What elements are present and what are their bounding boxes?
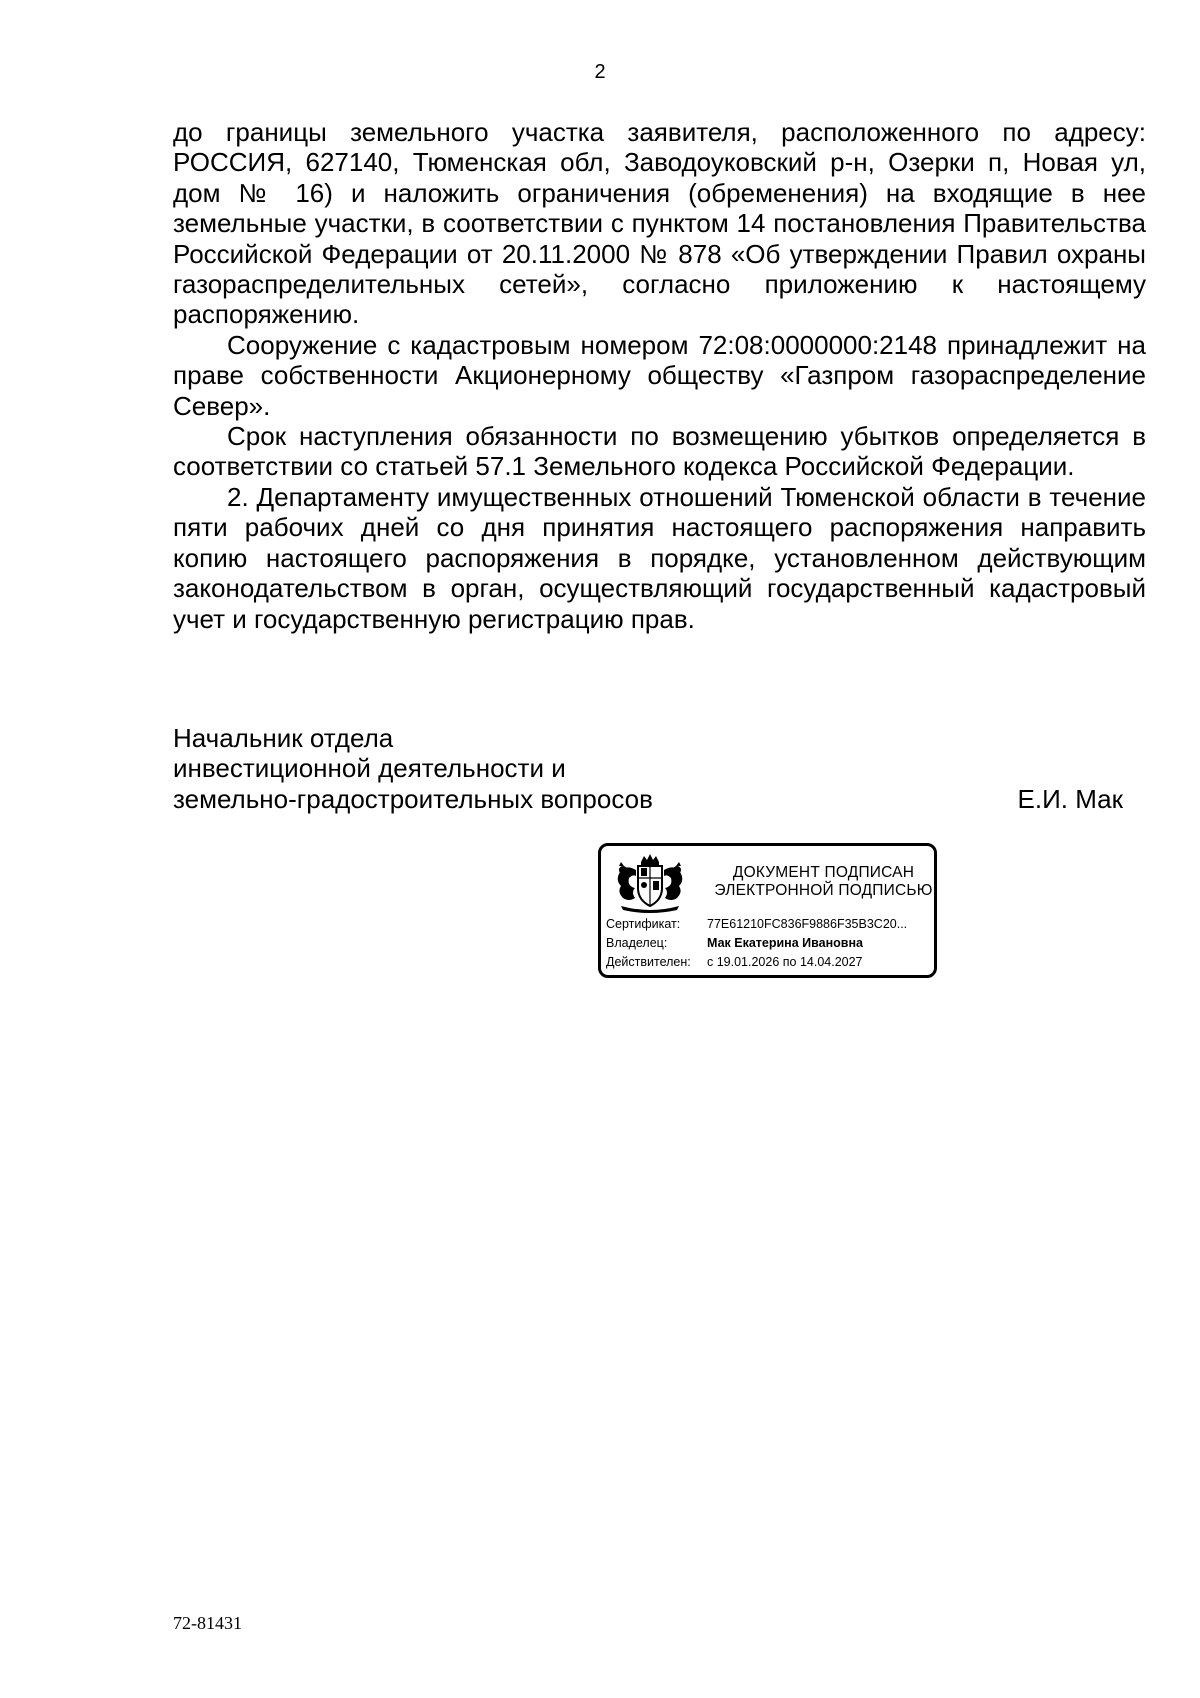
paragraph-ownership: Сооружение с кадастровым номером 72:08:0000000:2148 принадлежит на праве собственности Акционерному обществу «Газпром газораспределение Север».	[173, 329, 1146, 421]
paragraph-damages-term: Срок наступления обязанности по возмещению убытков определяется в соответствии со статьей 57.1 Земельного кодекса Российской Федерации.	[173, 421, 1146, 482]
stamp-certificate-label: Сертификат:	[606, 917, 681, 931]
paragraph-address-continuation: до границы земельного участка заявителя, расположенного по адресу: РОССИЯ, 627140, Тюменская обл, Заводоуковский р-н, Озерки п, Новая ул, дом № 16) и наложить ограничения (обременения) на входящие в нее земельные участки, в соответствии с пунктом 14 постановления Правительства Российской Федерации от 20.11.2000 № 878 «Об утверждении Правил охраны газораспределительных сетей», согласно приложению к настоящему распоряжению.	[173, 117, 1146, 330]
stamp-title-line-1: ДОКУМЕНТ ПОДПИСАН	[732, 864, 915, 881]
stamp-validity-value: с 19.01.2026 по 14.04.2027	[707, 955, 863, 969]
signature-block	[173, 723, 1123, 814]
tyumen-coat-of-arms-icon	[611, 852, 689, 914]
stamp-title	[711, 864, 936, 900]
signatory-position-line-1: Начальник отдела	[173, 723, 394, 753]
stamp-owner-label: Владелец:	[606, 936, 668, 950]
paragraph-item-2: 2. Департаменту имущественных отношений Тюменской области в течение пяти рабочих дней со дня принятия настоящего распоряжения направить копию настоящего распоряжения в порядке, установленном действующим законодательством в орган, осуществляющий государственный кадастровый учет и государственную регистрацию прав.	[173, 481, 1146, 634]
stamp-owner-value: Мак Екатерина Ивановна	[707, 936, 863, 950]
signatory-position-line-3: земельно-градостроительных вопросов	[173, 783, 653, 814]
stamp-title-line-2: ЭЛЕКТРОННОЙ ПОДПИСЬЮ	[714, 882, 933, 899]
signatory-position-line-2: инвестиционной деятельности и	[173, 753, 566, 784]
page-number: 2	[594, 61, 606, 83]
stamp-certificate-row	[606, 917, 907, 931]
stamp-owner-row	[606, 936, 863, 950]
document-code: 72-81431	[173, 1613, 242, 1633]
stamp-validity-label: Действителен:	[606, 955, 691, 969]
document-body	[173, 117, 1146, 634]
electronic-signature-stamp	[598, 843, 937, 978]
stamp-certificate-value: 77E61210FC836F9886F35B3C20...	[707, 917, 908, 931]
signatory-name: Е.И. Мак	[1017, 783, 1123, 814]
stamp-validity-row	[606, 955, 863, 969]
